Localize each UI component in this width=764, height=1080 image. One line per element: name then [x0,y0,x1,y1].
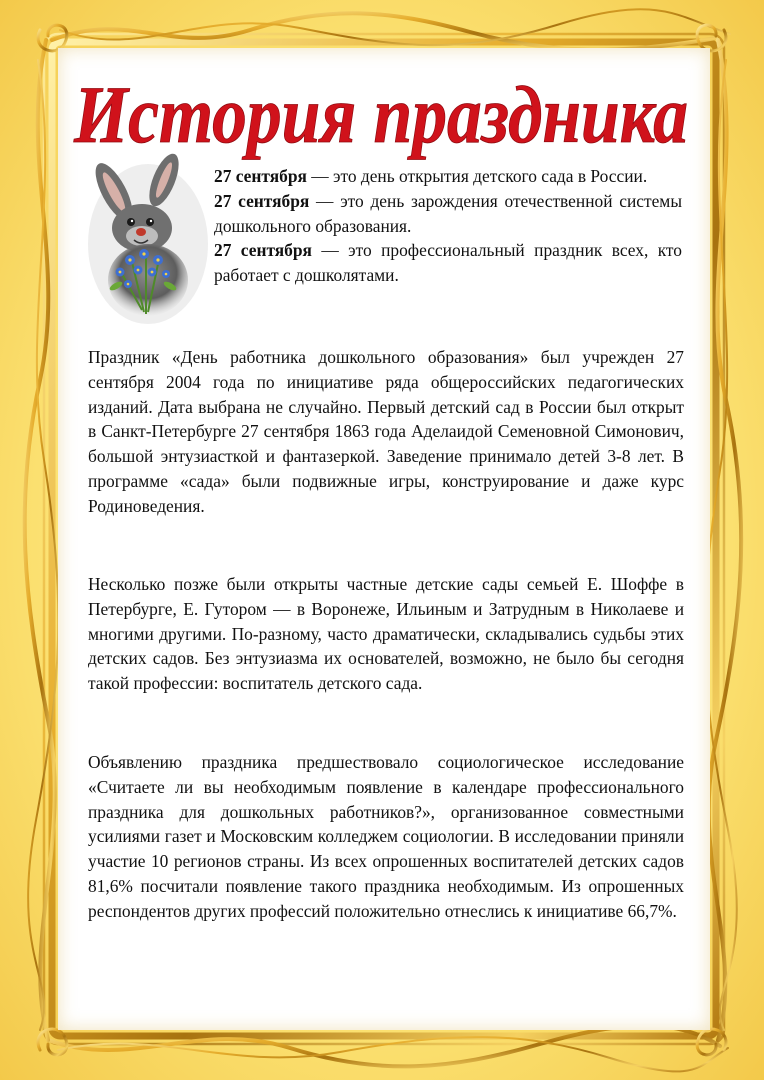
intro-item [214,164,682,189]
rabbit-with-flowers-illustration [86,152,210,324]
intro-text: — это профессиональный праздник всех, кто работает с дошколятами. [214,240,682,286]
intro-date: 27 сентября [214,166,307,186]
intro-date: 27 сентября [214,240,312,261]
page-title-text: История праздника [73,69,688,160]
intro-date: 27 сентября [214,190,310,211]
intro-text: — это день открытия детского сада в России. [306,166,648,186]
intro-item [214,238,682,288]
paragraph-survey: Объявлению праздника предшествовало социологическое исследование «Считаете ли вы необходимым появление в календаре профессионального праздника для дошкольных работников?», организованное совместными усилиями газет и Московским колледжем социологии. В исследовании приняли участие 10 регионов страны. Из всех опрошенных воспитателей детских садов 81,6% посчитали появление такого праздника необходимым. Из опрошенных респондентов других профессий положительно отнеслись к инициативе 66,7%. [88,752,684,921]
intro-item [214,189,682,239]
intro-text: — это день зарождения отечественной системы дошкольного образования. [214,190,682,236]
paragraph-private-kindergartens: Несколько позже были открыты частные детские сады семьей Е. Шоффе в Петербурге, Е. Гутором — в Воронеже, Ильиным и Затрудным в Николаеве и многими другими. По-разному, часто драматически, складывались судьбы этих детских садов. Без энтузиазма их основателей, возможно, не было бы сегодня такой профессии: воспитатель детского сада. [88,574,684,694]
paragraph-holiday-origin: Праздник «День работника дошкольного образования» был учрежден 27 сентября 2004 года по инициативе ряда общероссийских педагогических изданий. Дата выбрана не случайно. Первый детский сад в России был открыт в Санкт-Петербурге 27 сентября 1863 года Аделаидой Семеновной Симонович, большой энтузиасткой и фантазеркой. Заведение принимало детей 3-8 лет. В программе «сада» были подвижные игры, конструирование и даже курс Родиноведения. [88,347,684,516]
intro-list [214,164,682,288]
